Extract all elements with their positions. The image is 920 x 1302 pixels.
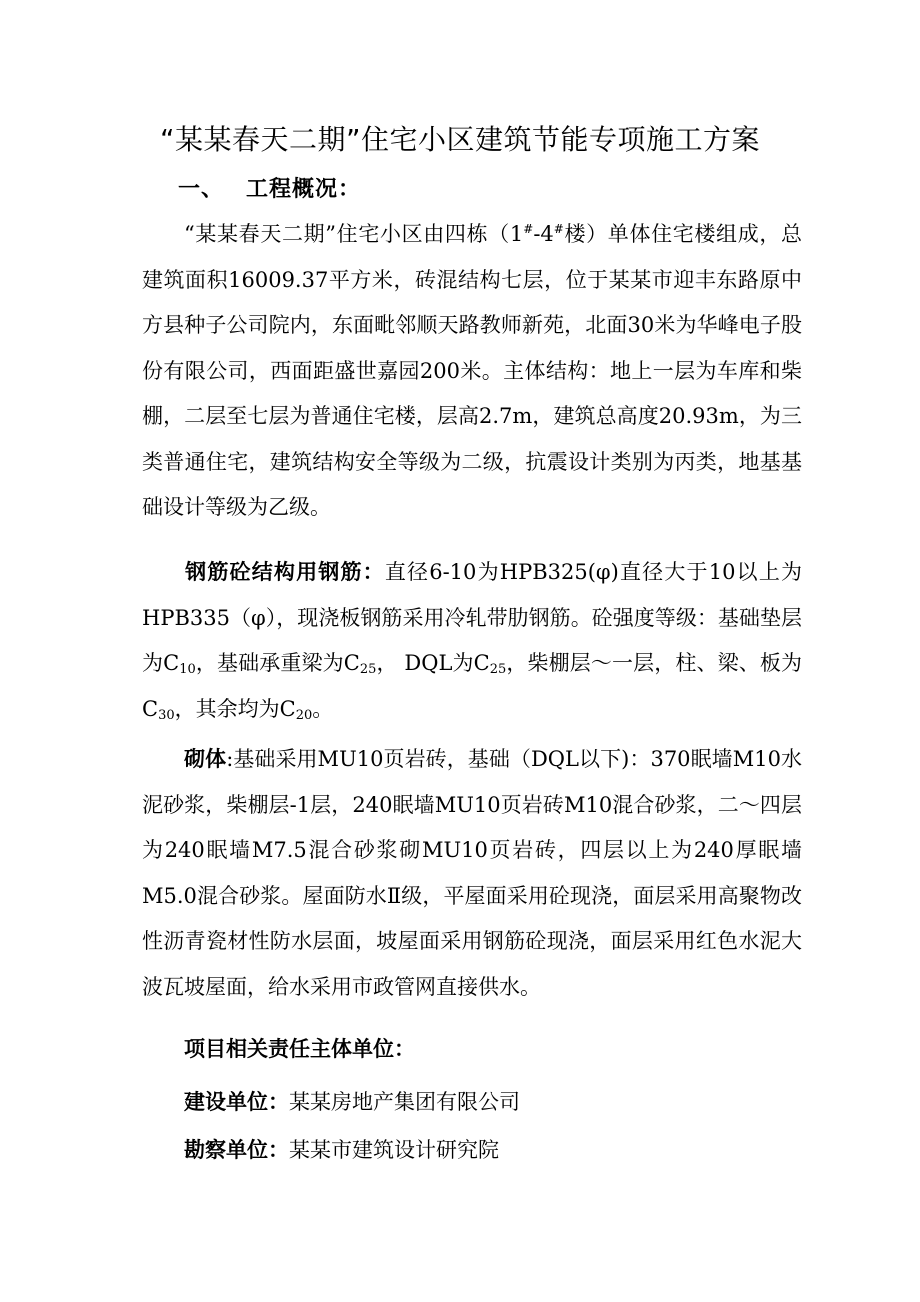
concrete-grade-subscript: 25: [359, 662, 377, 677]
concrete-grade-subscript: 30: [158, 707, 175, 723]
section-number: 一、: [178, 176, 225, 202]
paragraph-masonry: [142, 736, 802, 1010]
paragraph-text: 。: [312, 696, 334, 721]
superscript-mark: #: [553, 222, 564, 236]
paragraph-lead-label: 钢筋砼结构用钢筋：: [184, 559, 385, 584]
builder-unit-value: 某某房地产集团有限公司: [289, 1090, 520, 1114]
responsible-units-heading: 项目相关责任主体单位：: [184, 1036, 415, 1061]
paragraph-text: “某某春天二期”住宅小区由四栋（1: [184, 222, 524, 246]
paragraph-text: 楼）单体住宅楼组成，总建筑面积16009.37平方米，砖混结构七层，位于某某市迎丰东路原中方县种子公司院内，东面毗邻顺天路教师新苑，北面30米为华峰电子股份有限公司，西面距盛世嘉园200米。主体结构：地上一层为车库和柴棚，二层至七层为普通住宅楼，层高2.7m，建筑总高度20.93m，为三类普通住宅，建筑结构安全等级为二级，抗震设计类别为丙类，地基基础设计等级为乙级。: [142, 222, 802, 519]
document-title: “某某春天二期”住宅小区建筑节能专项施工方案: [159, 123, 760, 156]
paragraph-text: ， DQL为C: [376, 651, 490, 675]
survey-unit-value: 某某市建筑设计研究院: [289, 1138, 499, 1162]
paragraph-text: ，柴棚层～一层，柱、梁、板为C: [142, 651, 802, 721]
paragraph-lead-label: 砌体: [184, 746, 227, 771]
builder-unit-label: 建设单位：: [184, 1089, 289, 1114]
survey-unit-label: 勘察单位：: [184, 1137, 289, 1162]
builder-unit-line: [184, 1085, 520, 1119]
superscript-mark: #: [523, 222, 534, 236]
paragraph-project-overview: [142, 212, 802, 531]
concrete-grade-subscript: 25: [489, 662, 507, 677]
paragraph-text: -4: [533, 222, 554, 246]
paragraph-text: ，基础承重梁为C: [195, 651, 360, 675]
concrete-grade-subscript: 20: [295, 707, 313, 723]
section-heading-text: 工程概况：: [246, 176, 362, 202]
paragraph-text: :基础采用MU10页岩砖，基础（DQL以下)：370眠墙M10水泥砂浆，柴棚层-1层，240眠墙MU10页岩砖M10混合砂浆，二～四层为240眠墙M7.5混合砂浆砌MU10页岩砖，四层以上为240厚眠墙M5.0混合砂浆。屋面防水Ⅱ级，平屋面采用砼现浇，面层采用高聚物改性沥青瓷材性防水层面，坡屋面采用钢筋砼现浇，面层采用红色水泥大波瓦坡屋面，给水采用市政管网直接供水。: [142, 747, 803, 999]
section-heading-project-overview: [178, 172, 361, 206]
paragraph-text: 直径6-10为HPB325(φ)直径大于10以上为HPB335（φ），现浇板钢筋采用冷轧带肋钢筋。砼强度等级：基础垫层为C: [142, 560, 802, 675]
concrete-grade-subscript: 10: [179, 662, 196, 677]
survey-unit-line: [184, 1133, 499, 1167]
paragraph-rebar-concrete: [142, 549, 802, 732]
paragraph-text: ，其余均为C: [174, 696, 296, 721]
